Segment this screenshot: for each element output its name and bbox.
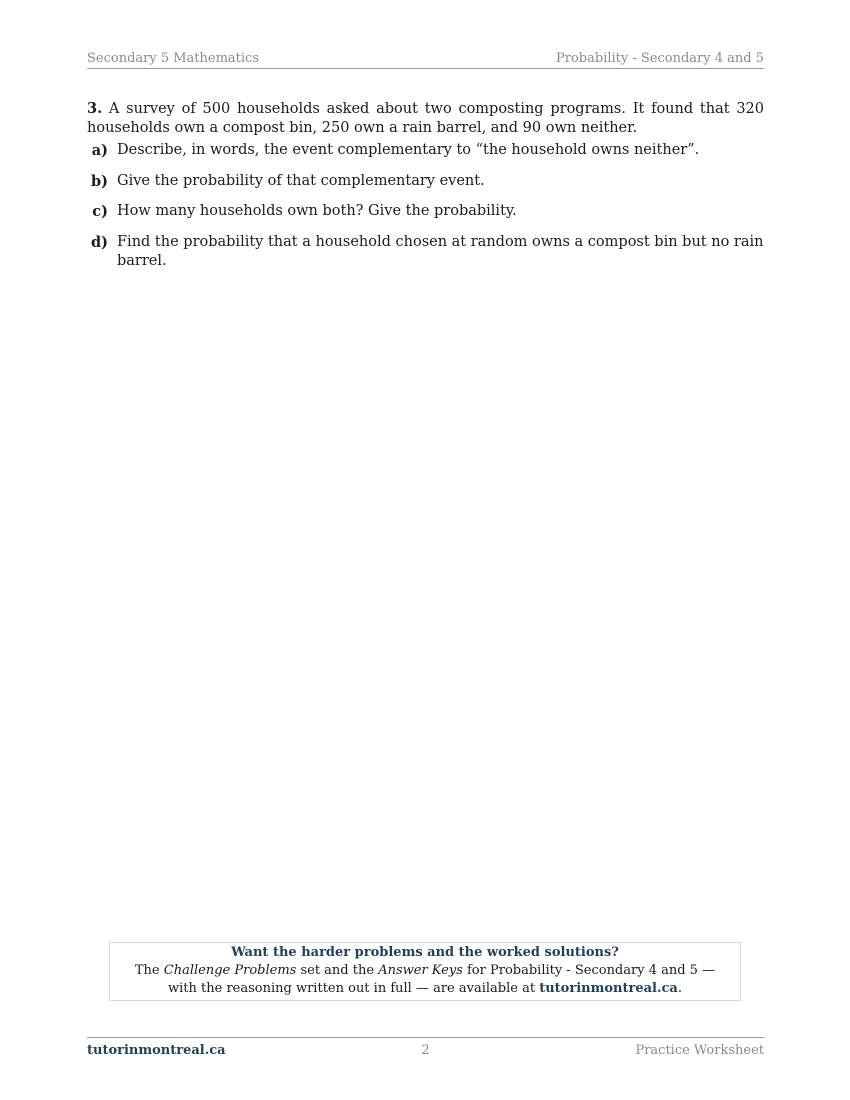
problem-intro bbox=[87, 99, 764, 138]
part-text: Find the probability that a household chosen at random owns a compost bin but no rain barrel. bbox=[117, 233, 764, 269]
problem-3 bbox=[87, 99, 764, 282]
page-header bbox=[87, 50, 764, 69]
promo-website-link[interactable]: tutorinmontreal.ca bbox=[539, 981, 678, 996]
promo-body bbox=[110, 962, 740, 998]
footer-page-number: 2 bbox=[421, 1043, 430, 1058]
part-letter: d) bbox=[91, 233, 108, 251]
promo-box bbox=[109, 942, 741, 1001]
problem-part-c bbox=[87, 202, 764, 221]
footer-document-type: Practice Worksheet bbox=[635, 1043, 764, 1058]
promo-challenge-problems: Challenge Problems bbox=[163, 963, 297, 978]
part-text: Give the probability of that complementary event. bbox=[117, 172, 485, 189]
promo-text: The bbox=[134, 963, 164, 978]
promo-text: set and the bbox=[296, 963, 379, 978]
problem-statement: A survey of 500 households asked about two composting programs. It found that 320 households own a compost bin, 250 own a rain barrel, and 90 own neither. bbox=[87, 101, 764, 136]
problem-part-d bbox=[87, 233, 764, 271]
promo-title: Want the harder problems and the worked solutions? bbox=[231, 945, 619, 960]
problem-parts bbox=[87, 141, 764, 271]
problem-number: 3. bbox=[87, 100, 103, 117]
header-course-title: Secondary 5 Mathematics bbox=[87, 51, 260, 66]
page-footer bbox=[87, 1037, 764, 1062]
part-letter: b) bbox=[91, 172, 108, 190]
part-text: Describe, in words, the event complementary to “the household owns neither”. bbox=[117, 142, 700, 158]
header-topic-title: Probability - Secondary 4 and 5 bbox=[556, 51, 764, 66]
footer-website-link[interactable]: tutorinmontreal.ca bbox=[87, 1043, 226, 1058]
problem-part-b bbox=[87, 172, 764, 191]
problem-part-a bbox=[87, 141, 764, 160]
part-letter: a) bbox=[91, 142, 108, 159]
promo-text: . bbox=[677, 981, 682, 996]
part-text: How many households own both? Give the probability. bbox=[117, 203, 517, 219]
promo-text: for Probability - Secondary 4 and 5 — with the reasoning written out in full — are available at bbox=[168, 963, 716, 996]
part-letter: c) bbox=[92, 203, 108, 220]
promo-answer-keys: Answer Keys bbox=[378, 963, 463, 978]
